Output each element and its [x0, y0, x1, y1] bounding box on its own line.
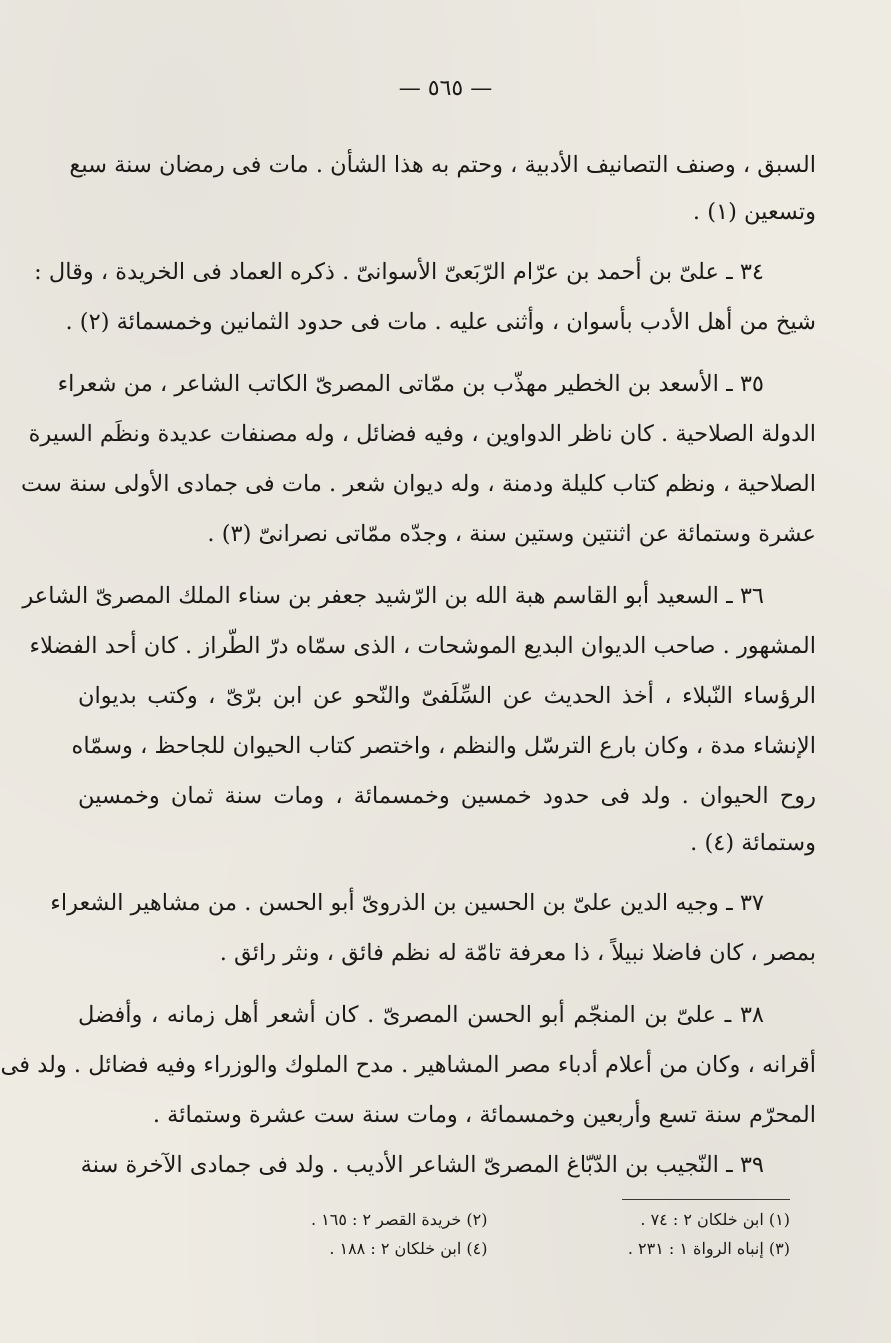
text-line: وتسعين (١) .	[692, 199, 816, 225]
entry-34-line: ٣٤ ـ علىّ بن أحمد بن عرّام الرّبَعىّ الأسوانىّ . ذكره العماد فى الخريدة ، وقال :	[34, 259, 764, 285]
footnote-divider	[622, 1199, 790, 1200]
footnote-row	[185, 1205, 790, 1234]
footnote: (٢) خريدة القصر ٢ : ١٦٥ .	[310, 1210, 488, 1229]
text-line: بمصر ، كان فاضلا نبيلاً ، ذا معرفة تامّة له نظم فائق ، ونثر رائق .	[219, 940, 816, 966]
text-line: الرؤساء النّبلاء ، أخذ الحديث عن السِّلَفىّ والنّحو عن ابن برّىّ ، وكتب بديوان	[78, 683, 816, 709]
footnotes	[185, 1205, 790, 1263]
footnote: (١) ابن خلكان ٢ : ٧٤ .	[640, 1210, 790, 1229]
footnote: (٣) إنباه الرواة ١ : ٢٣١ .	[627, 1239, 790, 1258]
text-line: المشهور . صاحب الديوان البديع الموشحات ، الذى سمّاه درّ الطّراز . كان أحد الفضلاء	[29, 633, 816, 659]
footnote: (٤) ابن خلكان ٢ : ١٨٨ .	[329, 1239, 488, 1258]
text-line: روح الحيوان . ولد فى حدود خمسين وخمسمائة ، ومات سنة ثمان وخمسين	[78, 783, 816, 809]
text-line: وستمائة (٤) .	[690, 830, 816, 856]
text-line: الإنشاء مدة ، وكان بارع الترسّل والنظم ، واختصر كتاب الحيوان للجاحظ ، وسمّاه	[71, 733, 816, 759]
text-line: الدولة الصلاحية . كان ناظر الدواوين ، وفيه فضائل ، وله مصنفات عديدة ونظَم السيرة	[28, 421, 816, 447]
body-text	[0, 140, 816, 1190]
entry-37-line: ٣٧ ـ وجيه الدين علىّ بن الحسين بن الذروىّ أبو الحسن . من مشاهير الشعراء	[50, 890, 764, 916]
text-line: السبق ، وصنف التصانيف الأدبية ، وحتم به هذا الشأن . مات فى رمضان سنة سبع	[69, 152, 816, 178]
entry-35-line: ٣٥ ـ الأسعد بن الخطير مهذّب بن ممّاتى المصرىّ الكاتب الشاعر ، من شعراء	[57, 371, 764, 397]
text-line: المحرّم سنة تسع وأربعين وخمسمائة ، ومات سنة ست عشرة وستمائة .	[152, 1102, 816, 1128]
entry-39-line: ٣٩ ـ النّجيب بن الدّبّاغ المصرىّ الشاعر الأديب . ولد فى جمادى الآخرة سنة	[80, 1152, 764, 1178]
footnote-row	[185, 1234, 790, 1263]
entry-38-line: ٣٨ ـ علىّ بن المنجّم أبو الحسن المصرىّ . كان أشعر أهل زمانه ، وأفضل	[78, 1002, 764, 1028]
entry-36-line: ٣٦ ـ السعيد أبو القاسم هبة الله بن الرّشيد جعفر بن سناء الملك المصرىّ الشاعر	[22, 583, 764, 609]
text-line: شيخ من أهل الأدب بأسوان ، وأثنى عليه . مات فى حدود الثمانين وخمسمائة (٢) .	[65, 309, 816, 335]
page-number: — ٥٦٥ —	[398, 76, 493, 101]
text-line: عشرة وستمائة عن اثنتين وستين سنة ، وجدّه ممّاتى نصرانىّ (٣) .	[207, 521, 816, 547]
text-line: أقرانه ، وكان من أعلام أدباء مصر المشاهير . مدح الملوك والوزراء وفيه فضائل . ولد فى	[0, 1052, 816, 1078]
text-line: الصلاحية ، ونظم كتاب كليلة ودمنة ، وله ديوان شعر . مات فى جمادى الأولى سنة ست	[20, 471, 816, 497]
